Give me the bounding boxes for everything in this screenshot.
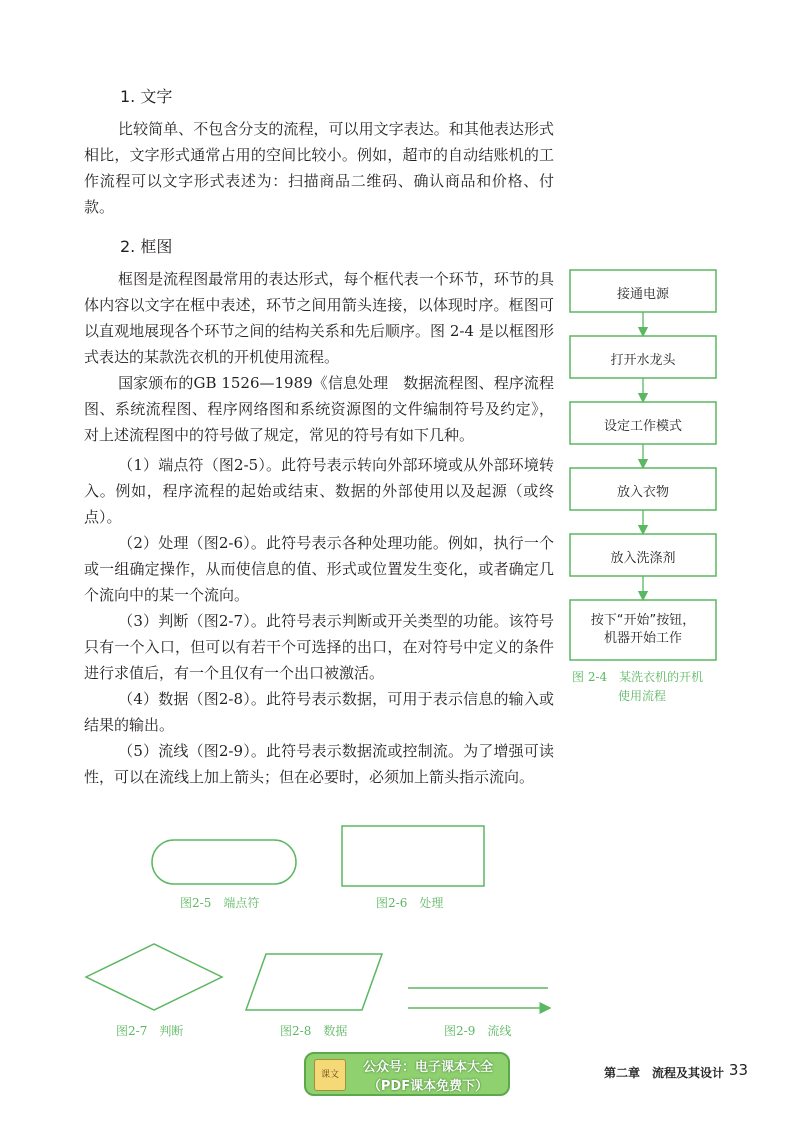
- flow-step-label: 设定工作模式: [603, 419, 682, 434]
- flow-step-label: 按下“开始”按钮，: [590, 613, 696, 628]
- flow-step-label: 放入衣物: [616, 485, 669, 500]
- paragraph-data-symbol: （4）数据（图2-8）。此符号表示数据，可用于表示信息的输入或结果的输出。: [84, 690, 554, 734]
- flow-step-label: 放入洗涤剂: [610, 551, 676, 566]
- figure-caption-2-6: 图2-6 处理: [376, 896, 444, 910]
- paragraph-blockdiagram: 框图是流程图最常用的表达形式，每个框代表一个环节，环节的具体内容以文字在框中表述，环节之间用箭头连接，以体现时序。框图可以直观地展现各个环节之间的结构关系和先后顺序。图 2-4 是以框图形式表达的某款洗衣机的开机使用流程。: [84, 270, 554, 366]
- figure-caption-2-4-line2: 使用流程: [618, 689, 667, 703]
- decision-symbol-figure: [84, 942, 224, 1012]
- flow-step-label: 接通电源: [616, 287, 669, 302]
- paragraph-gb-standard: 国家颁布的GB 1526—1989《信息处理 数据流程图、程序流程图、系统流程图、程序网络图和系统资源图的文件编制符号及约定》，对上述流程图中的符号做了规定，常见的符号有如下几种。: [84, 374, 554, 444]
- book-icon: 课文: [314, 1059, 346, 1091]
- flowline-symbol-figure: [406, 978, 556, 1018]
- watermark-line-1: 公众号：电子课本大全: [362, 1060, 493, 1075]
- paragraph-text-form: 比较简单、不包含分支的流程，可以用文字表达。和其他表达形式相比，文字形式通常占用的空间比较小。例如，超市的自动结账机的工作流程可以文字形式表述为：扫描商品二维码、确认商品和价格、付款。: [84, 120, 554, 216]
- washing-machine-flowchart: [568, 266, 720, 666]
- page-number: 33: [728, 1061, 748, 1079]
- watermark-badge: [304, 1052, 510, 1096]
- figure-caption-2-8: 图2-8 数据: [280, 1024, 348, 1038]
- section-heading-text: 1. 文字: [120, 87, 173, 106]
- data-symbol-figure: [244, 952, 384, 1012]
- figure-caption-2-5: 图2-5 端点符: [180, 896, 260, 910]
- paragraph-decision-symbol: （3）判断（图2-7）。此符号表示判断或开关类型的功能。该符号只有一个入口，但可以有若干个可选择的出口，在对符号中定义的条件进行求值后，有一个且仅有一个出口被激活。: [84, 612, 554, 682]
- flow-step-label: 机器开始工作: [603, 631, 682, 646]
- watermark-line-2: （PDF课本免费下）: [367, 1079, 489, 1094]
- flow-step-label: 打开水龙头: [610, 353, 676, 368]
- section-heading-blockdiagram: 2. 框图: [120, 237, 173, 256]
- paragraph-flowline-symbol: （5）流线（图2-9）。此符号表示数据流或控制流。为了增强可读性，可以在流线上加上箭头；但在必要时，必须加上箭头指示流向。: [84, 742, 554, 786]
- paragraph-terminal-symbol: （1）端点符（图2-5）。此符号表示转向外部环境或从外部环境转入。例如，程序流程的起始或结束、数据的外部使用以及起源（或终点）。: [84, 456, 554, 526]
- terminal-symbol-figure: [150, 838, 300, 888]
- figure-caption-2-9: 图2-9 流线: [444, 1024, 512, 1038]
- process-symbol-figure: [340, 824, 486, 888]
- figure-caption-2-7: 图2-7 判断: [116, 1024, 184, 1038]
- figure-caption-2-4: 图 2-4 某洗衣机的开机: [572, 670, 704, 684]
- chapter-footer: 第二章 流程及其设计: [603, 1066, 724, 1080]
- paragraph-process-symbol: （2）处理（图2-6）。此符号表示各种处理功能。例如，执行一个或一组确定操作，从而使信息的值、形式或位置发生变化，或者确定几个流向中的某一个流向。: [84, 534, 554, 604]
